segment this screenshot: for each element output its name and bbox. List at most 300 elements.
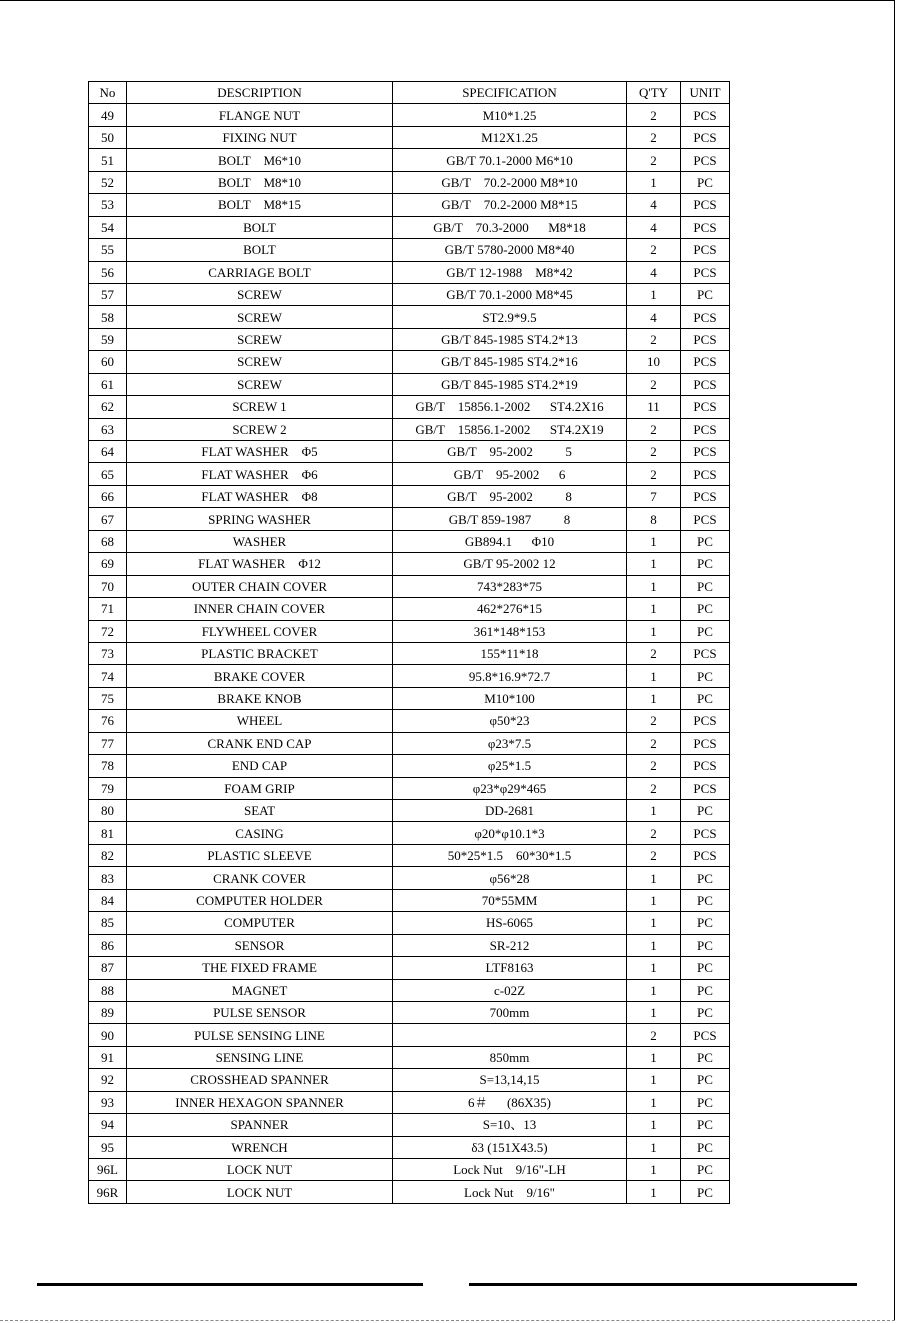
- cell-unit: PCS: [681, 328, 730, 350]
- cell-unit: PCS: [681, 710, 730, 732]
- cell-no: 87: [89, 957, 127, 979]
- table-header-row: [89, 82, 730, 104]
- table-row: [89, 149, 730, 171]
- cell-specification: GB/T 5780-2000 M8*40: [393, 239, 627, 261]
- cell-no: 56: [89, 261, 127, 283]
- cell-unit: PC: [681, 553, 730, 575]
- cell-qty: 2: [627, 418, 681, 440]
- table-row: [89, 575, 730, 597]
- cell-specification: GB/T 70.1-2000 M6*10: [393, 149, 627, 171]
- cell-qty: 1: [627, 620, 681, 642]
- footer-rule-right: [469, 1283, 857, 1286]
- cell-specification: GB/T 845-1985 ST4.2*13: [393, 328, 627, 350]
- table-row: [89, 1001, 730, 1023]
- cell-unit: PC: [681, 665, 730, 687]
- cell-specification: M10*100: [393, 687, 627, 709]
- cell-unit: PCS: [681, 441, 730, 463]
- table-row: [89, 912, 730, 934]
- cell-no: 76: [89, 710, 127, 732]
- table-row: [89, 979, 730, 1001]
- cell-description: SENSING LINE: [127, 1046, 393, 1068]
- cell-specification: φ20*φ10.1*3: [393, 822, 627, 844]
- cell-unit: PCS: [681, 642, 730, 664]
- cell-specification: φ23*7.5: [393, 732, 627, 754]
- cell-unit: PC: [681, 1114, 730, 1136]
- cell-specification: GB/T 70.2-2000 M8*15: [393, 194, 627, 216]
- cell-specification: 50*25*1.5 60*30*1.5: [393, 844, 627, 866]
- cell-description: WHEEL: [127, 710, 393, 732]
- cell-unit: PCS: [681, 755, 730, 777]
- cell-description: CROSSHEAD SPANNER: [127, 1069, 393, 1091]
- header-no: No: [89, 82, 127, 104]
- table-row: [89, 441, 730, 463]
- cell-no: 81: [89, 822, 127, 844]
- cell-specification: GB/T 845-1985 ST4.2*16: [393, 351, 627, 373]
- cell-no: 65: [89, 463, 127, 485]
- cell-specification: GB/T 12-1988 M8*42: [393, 261, 627, 283]
- table-row: [89, 508, 730, 530]
- cell-qty: 2: [627, 1024, 681, 1046]
- cell-specification: 6＃ (86X35): [393, 1091, 627, 1113]
- cell-no: 71: [89, 598, 127, 620]
- cell-qty: 1: [627, 1069, 681, 1091]
- cell-description: CARRIAGE BOLT: [127, 261, 393, 283]
- cell-specification: GB/T 70.1-2000 M8*45: [393, 283, 627, 305]
- cell-unit: PC: [681, 889, 730, 911]
- table-row: [89, 351, 730, 373]
- cell-description: SCREW: [127, 328, 393, 350]
- cell-description: COMPUTER HOLDER: [127, 889, 393, 911]
- cell-description: END CAP: [127, 755, 393, 777]
- cell-qty: 2: [627, 822, 681, 844]
- cell-specification: GB/T 15856.1-2002 ST4.2X16: [393, 396, 627, 418]
- cell-no: 96L: [89, 1159, 127, 1181]
- table-row: [89, 710, 730, 732]
- cell-specification: GB/T 845-1985 ST4.2*19: [393, 373, 627, 395]
- cell-description: FOAM GRIP: [127, 777, 393, 799]
- cell-unit: PC: [681, 1159, 730, 1181]
- cell-unit: PC: [681, 934, 730, 956]
- cell-description: SEAT: [127, 800, 393, 822]
- cell-description: CRANK END CAP: [127, 732, 393, 754]
- cell-specification: δ3 (151X43.5): [393, 1136, 627, 1158]
- cell-qty: 2: [627, 104, 681, 126]
- cell-qty: 2: [627, 844, 681, 866]
- cell-description: BOLT: [127, 239, 393, 261]
- cell-no: 88: [89, 979, 127, 1001]
- cell-unit: PC: [681, 957, 730, 979]
- cell-qty: 1: [627, 957, 681, 979]
- cell-qty: 1: [627, 867, 681, 889]
- cell-no: 72: [89, 620, 127, 642]
- table-row: [89, 418, 730, 440]
- cell-description: FLAT WASHER Φ5: [127, 441, 393, 463]
- cell-no: 89: [89, 1001, 127, 1023]
- cell-unit: PC: [681, 800, 730, 822]
- cell-unit: PCS: [681, 508, 730, 530]
- cell-no: 73: [89, 642, 127, 664]
- cell-specification: φ50*23: [393, 710, 627, 732]
- table-row: [89, 598, 730, 620]
- cell-description: PLASTIC BRACKET: [127, 642, 393, 664]
- cell-description: BOLT M8*15: [127, 194, 393, 216]
- cell-unit: PCS: [681, 239, 730, 261]
- cell-specification: 155*11*18: [393, 642, 627, 664]
- cell-specification: Lock Nut 9/16": [393, 1181, 627, 1203]
- cell-qty: 2: [627, 732, 681, 754]
- cell-qty: 7: [627, 485, 681, 507]
- cell-description: FLAT WASHER Φ12: [127, 553, 393, 575]
- cell-qty: 4: [627, 306, 681, 328]
- cell-specification: GB/T 95-2002 12: [393, 553, 627, 575]
- cell-no: 77: [89, 732, 127, 754]
- cell-description: FLYWHEEL COVER: [127, 620, 393, 642]
- cell-unit: PCS: [681, 149, 730, 171]
- cell-qty: 1: [627, 1159, 681, 1181]
- cell-description: FIXING NUT: [127, 126, 393, 148]
- cell-description: WASHER: [127, 530, 393, 552]
- table-row: [89, 126, 730, 148]
- table-row: [89, 1091, 730, 1113]
- cell-qty: 1: [627, 575, 681, 597]
- cell-qty: 1: [627, 1001, 681, 1023]
- cell-qty: 1: [627, 1046, 681, 1068]
- cell-qty: 1: [627, 1136, 681, 1158]
- cell-qty: 1: [627, 1114, 681, 1136]
- cell-qty: 4: [627, 216, 681, 238]
- cell-no: 92: [89, 1069, 127, 1091]
- cell-qty: 1: [627, 665, 681, 687]
- cell-unit: PCS: [681, 216, 730, 238]
- cell-no: 86: [89, 934, 127, 956]
- cell-unit: PC: [681, 1181, 730, 1203]
- table-row: [89, 216, 730, 238]
- cell-specification: GB/T 95-2002 5: [393, 441, 627, 463]
- cell-specification: [393, 1024, 627, 1046]
- cell-description: BRAKE COVER: [127, 665, 393, 687]
- cell-description: SCREW: [127, 373, 393, 395]
- cell-specification: DD-2681: [393, 800, 627, 822]
- cell-specification: GB/T 95-2002 6: [393, 463, 627, 485]
- cell-no: 49: [89, 104, 127, 126]
- table-row: [89, 261, 730, 283]
- cell-qty: 2: [627, 777, 681, 799]
- cell-qty: 2: [627, 463, 681, 485]
- cell-unit: PCS: [681, 463, 730, 485]
- table-row: [89, 283, 730, 305]
- cell-description: SENSOR: [127, 934, 393, 956]
- cell-qty: 11: [627, 396, 681, 418]
- cell-unit: PCS: [681, 261, 730, 283]
- table-row: [89, 889, 730, 911]
- table-row: [89, 822, 730, 844]
- cell-unit: PC: [681, 283, 730, 305]
- table-row: [89, 463, 730, 485]
- cell-qty: 2: [627, 755, 681, 777]
- cell-unit: PC: [681, 598, 730, 620]
- cell-qty: 4: [627, 261, 681, 283]
- header-specification: SPECIFICATION: [393, 82, 627, 104]
- cell-no: 95: [89, 1136, 127, 1158]
- cell-unit: PCS: [681, 194, 730, 216]
- cell-qty: 1: [627, 553, 681, 575]
- cell-no: 70: [89, 575, 127, 597]
- cell-qty: 2: [627, 642, 681, 664]
- parts-list-table: [88, 81, 730, 1204]
- cell-description: PULSE SENSING LINE: [127, 1024, 393, 1046]
- cell-specification: GB894.1 Φ10: [393, 530, 627, 552]
- cell-no: 58: [89, 306, 127, 328]
- cell-unit: PC: [681, 1136, 730, 1158]
- cell-description: SCREW: [127, 283, 393, 305]
- cell-description: SCREW 1: [127, 396, 393, 418]
- cell-no: 61: [89, 373, 127, 395]
- cell-specification: φ25*1.5: [393, 755, 627, 777]
- cell-qty: 2: [627, 441, 681, 463]
- cell-qty: 2: [627, 149, 681, 171]
- cell-no: 93: [89, 1091, 127, 1113]
- table-row: [89, 777, 730, 799]
- cell-unit: PC: [681, 1091, 730, 1113]
- cell-unit: PC: [681, 575, 730, 597]
- table-row: [89, 530, 730, 552]
- cell-description: FLAT WASHER Φ8: [127, 485, 393, 507]
- cell-description: WRENCH: [127, 1136, 393, 1158]
- cell-description: SCREW 2: [127, 418, 393, 440]
- cell-unit: PC: [681, 620, 730, 642]
- cell-unit: PCS: [681, 844, 730, 866]
- table-row: [89, 1114, 730, 1136]
- cell-qty: 4: [627, 194, 681, 216]
- cell-no: 66: [89, 485, 127, 507]
- table-row: [89, 934, 730, 956]
- table-row: [89, 104, 730, 126]
- cell-qty: 1: [627, 1181, 681, 1203]
- cell-specification: LTF8163: [393, 957, 627, 979]
- cell-description: PLASTIC SLEEVE: [127, 844, 393, 866]
- cell-specification: 361*148*153: [393, 620, 627, 642]
- cell-specification: c-02Z: [393, 979, 627, 1001]
- table-row: [89, 171, 730, 193]
- cell-specification: SR-212: [393, 934, 627, 956]
- cell-unit: PCS: [681, 418, 730, 440]
- cell-qty: 1: [627, 934, 681, 956]
- cell-qty: 1: [627, 171, 681, 193]
- cell-no: 82: [89, 844, 127, 866]
- cell-specification: 700mm: [393, 1001, 627, 1023]
- header-unit: UNIT: [681, 82, 730, 104]
- cell-qty: 2: [627, 239, 681, 261]
- cell-unit: PCS: [681, 104, 730, 126]
- cell-qty: 1: [627, 889, 681, 911]
- cell-specification: 462*276*15: [393, 598, 627, 620]
- cell-no: 60: [89, 351, 127, 373]
- cell-no: 75: [89, 687, 127, 709]
- cell-no: 78: [89, 755, 127, 777]
- cell-description: MAGNET: [127, 979, 393, 1001]
- table-row: [89, 665, 730, 687]
- cell-description: SPANNER: [127, 1114, 393, 1136]
- cell-qty: 2: [627, 328, 681, 350]
- cell-qty: 1: [627, 912, 681, 934]
- cell-specification: GB/T 15856.1-2002 ST4.2X19: [393, 418, 627, 440]
- cell-description: BOLT: [127, 216, 393, 238]
- cell-description: SCREW: [127, 351, 393, 373]
- cell-no: 74: [89, 665, 127, 687]
- cell-description: INNER CHAIN COVER: [127, 598, 393, 620]
- cell-unit: PCS: [681, 373, 730, 395]
- cell-unit: PC: [681, 530, 730, 552]
- cell-qty: 1: [627, 979, 681, 1001]
- cell-qty: 2: [627, 710, 681, 732]
- cell-no: 85: [89, 912, 127, 934]
- header-description: DESCRIPTION: [127, 82, 393, 104]
- cell-specification: GB/T 95-2002 8: [393, 485, 627, 507]
- cell-no: 83: [89, 867, 127, 889]
- cell-no: 94: [89, 1114, 127, 1136]
- table-row: [89, 755, 730, 777]
- table-row: [89, 328, 730, 350]
- cell-description: PULSE SENSOR: [127, 1001, 393, 1023]
- cell-unit: PCS: [681, 732, 730, 754]
- cell-specification: GB/T 70.2-2000 M8*10: [393, 171, 627, 193]
- cell-description: LOCK NUT: [127, 1181, 393, 1203]
- cell-no: 84: [89, 889, 127, 911]
- cell-qty: 1: [627, 598, 681, 620]
- cell-no: 90: [89, 1024, 127, 1046]
- cell-qty: 2: [627, 373, 681, 395]
- table-row: [89, 642, 730, 664]
- cell-specification: S=10、13: [393, 1114, 627, 1136]
- cell-specification: S=13,14,15: [393, 1069, 627, 1091]
- cell-specification: 70*55MM: [393, 889, 627, 911]
- cell-no: 62: [89, 396, 127, 418]
- cell-specification: M10*1.25: [393, 104, 627, 126]
- cell-description: OUTER CHAIN COVER: [127, 575, 393, 597]
- cell-unit: PC: [681, 171, 730, 193]
- table-row: [89, 800, 730, 822]
- cell-qty: 8: [627, 508, 681, 530]
- cell-no: 55: [89, 239, 127, 261]
- table-row: [89, 957, 730, 979]
- table-row: [89, 687, 730, 709]
- table-row: [89, 1159, 730, 1181]
- table-row: [89, 620, 730, 642]
- cell-unit: PCS: [681, 306, 730, 328]
- cell-no: 79: [89, 777, 127, 799]
- table-row: [89, 1181, 730, 1203]
- cell-specification: GB/T 70.3-2000 M8*18: [393, 216, 627, 238]
- table-row: [89, 396, 730, 418]
- table-row: [89, 844, 730, 866]
- cell-unit: PCS: [681, 485, 730, 507]
- cell-no: 68: [89, 530, 127, 552]
- cell-specification: Lock Nut 9/16"-LH: [393, 1159, 627, 1181]
- table-row: [89, 1136, 730, 1158]
- table-row: [89, 373, 730, 395]
- cell-no: 57: [89, 283, 127, 305]
- table-body: [89, 104, 730, 1203]
- cell-no: 80: [89, 800, 127, 822]
- cell-description: SPRING WASHER: [127, 508, 393, 530]
- cell-specification: φ23*φ29*465: [393, 777, 627, 799]
- cell-description: SCREW: [127, 306, 393, 328]
- table-row: [89, 867, 730, 889]
- cell-description: CRANK COVER: [127, 867, 393, 889]
- cell-no: 52: [89, 171, 127, 193]
- cell-description: INNER HEXAGON SPANNER: [127, 1091, 393, 1113]
- cell-description: BOLT M6*10: [127, 149, 393, 171]
- cell-description: FLANGE NUT: [127, 104, 393, 126]
- cell-specification: 743*283*75: [393, 575, 627, 597]
- cell-unit: PCS: [681, 777, 730, 799]
- cell-unit: PCS: [681, 1024, 730, 1046]
- cell-specification: φ56*28: [393, 867, 627, 889]
- table-row: [89, 732, 730, 754]
- cell-qty: 1: [627, 1091, 681, 1113]
- table-row: [89, 194, 730, 216]
- cell-description: FLAT WASHER Φ6: [127, 463, 393, 485]
- header-qty: Q'TY: [627, 82, 681, 104]
- cell-unit: PC: [681, 867, 730, 889]
- cell-unit: PC: [681, 1001, 730, 1023]
- cell-no: 54: [89, 216, 127, 238]
- cell-no: 64: [89, 441, 127, 463]
- cell-specification: HS-6065: [393, 912, 627, 934]
- cell-qty: 1: [627, 530, 681, 552]
- cell-description: CASING: [127, 822, 393, 844]
- cell-qty: 10: [627, 351, 681, 373]
- cell-specification: M12X1.25: [393, 126, 627, 148]
- table-row: [89, 239, 730, 261]
- cell-no: 50: [89, 126, 127, 148]
- cell-description: LOCK NUT: [127, 1159, 393, 1181]
- table-row: [89, 1069, 730, 1091]
- cell-no: 63: [89, 418, 127, 440]
- cell-unit: PC: [681, 979, 730, 1001]
- cell-no: 59: [89, 328, 127, 350]
- cell-unit: PCS: [681, 822, 730, 844]
- cell-unit: PC: [681, 912, 730, 934]
- cell-no: 67: [89, 508, 127, 530]
- cell-unit: PC: [681, 1046, 730, 1068]
- cell-no: 53: [89, 194, 127, 216]
- cell-no: 69: [89, 553, 127, 575]
- cell-specification: 95.8*16.9*72.7: [393, 665, 627, 687]
- cell-description: COMPUTER: [127, 912, 393, 934]
- table-row: [89, 485, 730, 507]
- cell-specification: GB/T 859-1987 8: [393, 508, 627, 530]
- cell-specification: ST2.9*9.5: [393, 306, 627, 328]
- cell-description: THE FIXED FRAME: [127, 957, 393, 979]
- cell-unit: PCS: [681, 396, 730, 418]
- cell-description: BRAKE KNOB: [127, 687, 393, 709]
- cell-unit: PC: [681, 1069, 730, 1091]
- cell-qty: 2: [627, 126, 681, 148]
- cell-unit: PCS: [681, 351, 730, 373]
- table-row: [89, 1046, 730, 1068]
- cell-unit: PC: [681, 687, 730, 709]
- cell-description: BOLT M8*10: [127, 171, 393, 193]
- footer-rule-left: [37, 1283, 423, 1286]
- table-row: [89, 306, 730, 328]
- cell-no: 51: [89, 149, 127, 171]
- table-row: [89, 1024, 730, 1046]
- cell-qty: 1: [627, 283, 681, 305]
- cell-specification: 850mm: [393, 1046, 627, 1068]
- cell-qty: 1: [627, 800, 681, 822]
- cell-unit: PCS: [681, 126, 730, 148]
